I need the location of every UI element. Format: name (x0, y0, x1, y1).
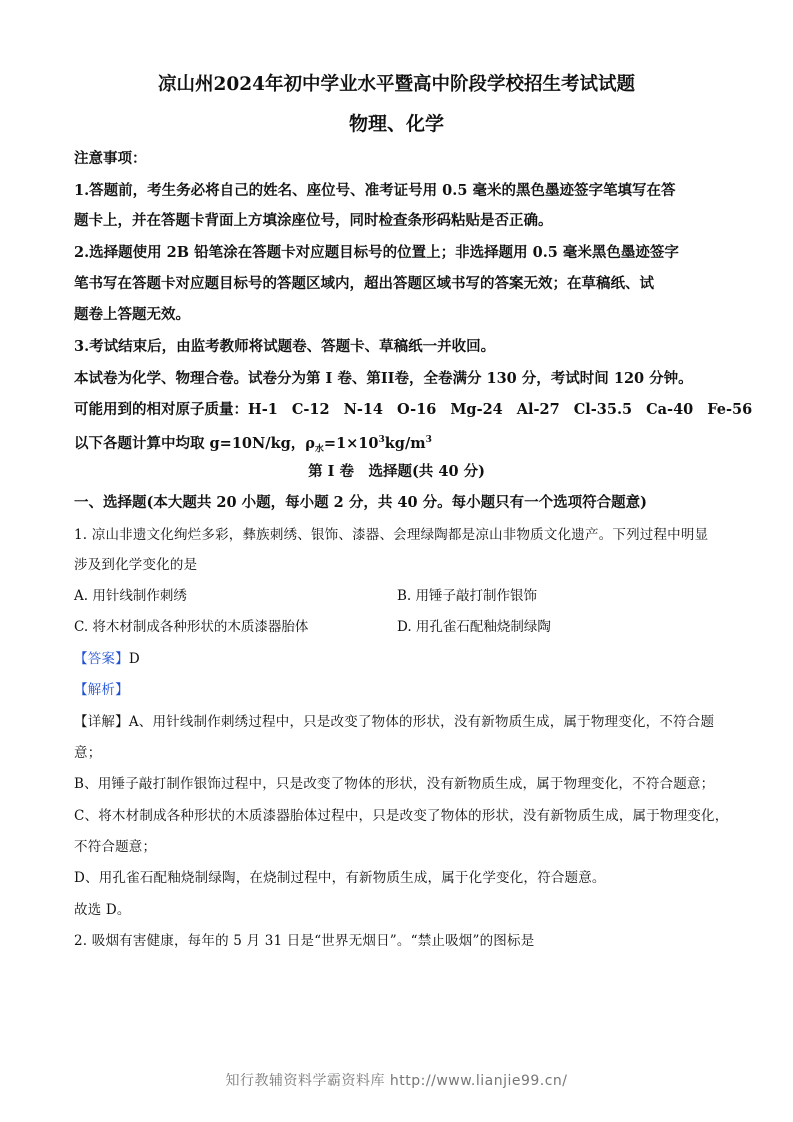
detail-a-text: A、用针线制作刺绣过程中，只是改变了物体的形状，没有新物质生成，属于物理变化，不符合题 (128, 714, 715, 730)
notice-item-2-line-3: 题卷上答题无效。 (74, 306, 190, 323)
q1-option-d: D. 用孔雀石配釉烧制绿陶 (397, 619, 551, 635)
q1-detail-b: B、用锤子敲打制作银饰过程中，只是改变了物体的形状，没有新物质生成，属于物理变化，不符合题意； (74, 776, 715, 792)
exam-title: 凉山州2024年初中学业水平暨高中阶段学校招生考试试题 (158, 74, 635, 95)
calc-constants (74, 430, 720, 460)
atomic-mass-n: N-14 (343, 401, 384, 418)
atomic-mass-ca: Ca-40 (646, 401, 694, 418)
atomic-mass-o: O-16 (397, 401, 437, 418)
q1-conclusion: 故选 D。 (74, 902, 131, 918)
atomic-mass-h: H-1 (248, 401, 278, 418)
notice-item-1-line-2: 题卡上，并在答题卡背面上方填涂座位号，同时检查条形码粘贴是否正确。 (74, 212, 553, 229)
exam-composition: 本试卷为化学、物理合卷。试卷分为第 I 卷、第II卷，全卷满分 130 分，考试时间 120 分钟。 (74, 370, 693, 387)
q1-analysis (74, 680, 720, 700)
rho-unit: kg/m (384, 434, 426, 452)
rho-symbol: ρ (305, 434, 315, 452)
q1-option-a: A. 用针线制作刺绣 (74, 588, 187, 604)
notice-item-3: 3.考试结束后，由监考教师将试题卷、答题卡、草稿纸一并收回。 (74, 338, 496, 355)
atomic-mass-c: C-12 (291, 401, 330, 418)
q1-detail-a-line-2: 意； (74, 745, 102, 761)
part-1-title: 第 I 卷 选择题(共 40 分) (308, 463, 485, 480)
notice-item-2-line-2: 笔书写在答题卡对应题目标号的答题区域内，超出答题区域书写的答案无效；在草稿纸、试 (74, 275, 654, 292)
footer-watermark: 知行教辅资料学霸资料库 http://www.lianjie99.cn/ (225, 1073, 568, 1089)
q1-detail-c-line-2: 不符合题意； (74, 839, 157, 855)
atomic-mass-mg: Mg-24 (450, 401, 503, 418)
q2-stem: 2. 吸烟有害健康，每年的 5 月 31 日是“世界无烟日”。“禁止吸烟”的图标是 (74, 933, 535, 949)
q1-detail-d: D、用孔雀石配釉烧制绿陶，在烧制过程中，有新物质生成，属于化学变化，符合题意。 (74, 870, 606, 886)
q1-detail-a-line-1 (74, 712, 720, 732)
q1-option-b: B. 用锤子敲打制作银饰 (397, 588, 538, 604)
q1-stem-line-2: 涉及到化学变化的是 (74, 557, 198, 573)
atomic-mass-fe: Fe-56 (707, 401, 753, 418)
rho-value: =1×10 (323, 434, 379, 452)
atomic-masses-row (74, 400, 753, 420)
answer-value: D (128, 651, 140, 667)
q1-answer (74, 649, 720, 669)
atomic-masses-label: 可能用到的相对原子质量： (74, 401, 248, 418)
rho-exponent: 3 (378, 435, 385, 445)
q1-stem-line-1: 1. 凉山非遗文化绚烂多彩，彝族刺绣、银饰、漆器、会理绿陶都是凉山非物质文化遗产。下列过程中明显 (74, 527, 709, 543)
rho-subscript: 水 (314, 444, 324, 455)
atomic-mass-al: Al-27 (516, 401, 560, 418)
notice-item-1-line-1: 1.答题前，考生务必将自己的姓名、座位号、准考证号用 0.5 毫米的黑色墨迹签字笔填写在答 (74, 182, 676, 199)
notice-item-2-line-1: 2.选择题使用 2B 铅笔涂在答题卡对应题目标号的位置上；非选择题用 0.5 毫米黑色墨迹签字 (74, 244, 679, 261)
answer-tag: 【答案】 (74, 651, 129, 667)
rho-unit-exponent: 3 (425, 435, 432, 445)
analysis-tag: 【解析】 (74, 682, 129, 698)
q1-detail-c-line-1: C、将木材制成各种形状的木质漆器胎体过程中，只是改变了物体的形状，没有新物质生成，属于物理变化， (74, 808, 729, 824)
section-1-heading: 一、选择题(本大题共 20 小题，每小题 2 分，共 40 分。每小题只有一个选项符合题意) (74, 494, 647, 511)
gravity-constant: 以下各题计算中均取 g=10N/kg， (74, 434, 306, 452)
q1-option-c: C. 将木材制成各种形状的木质漆器胎体 (74, 619, 309, 635)
exam-subject: 物理、化学 (348, 113, 444, 135)
atomic-mass-cl: Cl-35.5 (573, 401, 633, 418)
detail-tag: 【详解】 (74, 714, 129, 730)
notice-heading: 注意事项： (74, 150, 147, 167)
